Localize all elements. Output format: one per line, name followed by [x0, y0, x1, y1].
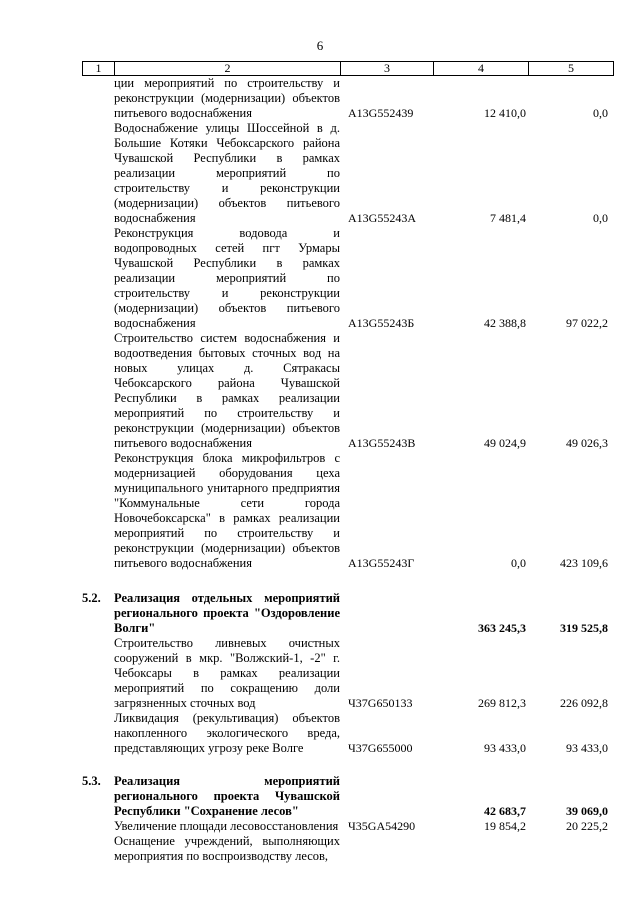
section-title: Реализация отдельных мероприятий регионального проекта "Оздоровление Волги": [114, 591, 340, 635]
row-description: Оснащение учреждений, выполняющих мероприятия по воспроизводству лесов,: [114, 834, 340, 863]
section-total-col5: 39 069,0: [566, 804, 608, 818]
table-row: [82, 76, 613, 121]
row-description: Увеличение площади лесовосстановления: [114, 819, 339, 833]
row-description: Строительство ливневых очистных сооружений в мкр. "Волжский-1, -2" г. Чебоксары в рамках реализации мероприятий по сокращению доли загрязненных сточных вод: [114, 636, 340, 710]
column-header-row: [82, 61, 614, 76]
page-number: 6: [316, 38, 324, 53]
row-code: А13G552439: [348, 106, 414, 120]
table-row: [82, 636, 613, 711]
row-description: Водоснабжение улицы Шоссейной в д. Большие Котяки Чебоксарского района Чувашской Республики в рамках реализации мероприятий по строительству и реконструкции (модернизации) объектов питьевого водоснабжения: [114, 121, 340, 225]
row-code: А13G55243В: [348, 436, 416, 450]
section-total-col4: 42 683,7: [484, 804, 526, 818]
row-value-col4: 269 812,3: [478, 696, 526, 710]
row-value-col5: 49 026,3: [566, 436, 608, 450]
row-code: Ч35GA54290: [348, 819, 416, 833]
section-spacer: [82, 571, 613, 591]
column-header-1: 1: [83, 62, 115, 76]
column-header-2: 2: [115, 62, 341, 76]
row-value-col4: 12 410,0: [484, 106, 526, 120]
column-header-4: 4: [434, 62, 529, 76]
document-body: [82, 76, 613, 864]
section-row: [82, 774, 613, 819]
table-row: [82, 819, 613, 834]
section-spacer: [82, 756, 613, 774]
row-value-col4: 42 388,8: [484, 316, 526, 330]
row-description: Реконструкция блока микрофильтров с модернизацией оборудования цеха муниципального унитарного предприятия "Коммунальные сети города Новочебоксарска" в рамках реализации мероприятий по строительству и реконструкции (модернизации) объектов питьевого водоснабжения: [114, 451, 340, 570]
table-row: [82, 834, 613, 864]
section-total-col4: 363 245,3: [478, 621, 526, 635]
section-title: Реализация мероприятий регионального проекта Чувашской Республики "Сохранение лесов": [114, 774, 340, 818]
row-code: А13G55243Б: [348, 316, 415, 330]
section-number: 5.2.: [82, 591, 101, 605]
row-value-col5: 97 022,2: [566, 316, 608, 330]
table-row: [82, 331, 613, 451]
row-value-col4: 49 024,9: [484, 436, 526, 450]
row-value-col5: 423 109,6: [560, 556, 608, 570]
section-row: [82, 591, 613, 636]
row-description: Ликвидация (рекультивация) объектов накопленного экологического вреда, представляющих угрозу реке Волге: [114, 711, 340, 755]
row-description: ции мероприятий по строительству и реконструкции (модернизации) объектов питьевого водоснабжения: [114, 76, 340, 120]
row-value-col5: 226 092,8: [560, 696, 608, 710]
row-value-col5: 0,0: [593, 106, 608, 120]
row-value-col5: 0,0: [593, 211, 608, 225]
row-description: Реконструкция водовода и водопроводных сетей пгт Урмары Чувашской Республики в рамках реализации мероприятий по строительству и реконструкции (модернизации) объектов питьевого водоснабжения: [114, 226, 340, 330]
table-row: [82, 226, 613, 331]
section-total-col5: 319 525,8: [560, 621, 608, 635]
row-value-col4: 0,0: [511, 556, 526, 570]
row-value-col5: 20 225,2: [566, 819, 608, 833]
column-header-3: 3: [341, 62, 434, 76]
table-row: [82, 711, 613, 756]
row-code: А13G55243А: [348, 211, 416, 225]
row-description: Строительство систем водоснабжения и водоотведения бытовых сточных вод на новых улицах д. Сятракасы Чебоксарского района Чувашской Республики в рамках реализации мероприятий по строительству и реконструкции (модернизации) объектов питьевого водоснабжения: [114, 331, 340, 450]
row-code: Ч37G650133: [348, 696, 413, 710]
table-row: [82, 451, 613, 571]
row-value-col4: 93 433,0: [484, 741, 526, 755]
column-header-5: 5: [529, 62, 614, 76]
row-value-col4: 19 854,2: [484, 819, 526, 833]
row-value-col4: 7 481,4: [490, 211, 526, 225]
section-number: 5.3.: [82, 774, 101, 788]
row-code: А13G55243Г: [348, 556, 415, 570]
row-value-col5: 93 433,0: [566, 741, 608, 755]
row-code: Ч37G655000: [348, 741, 413, 755]
table-row: [82, 121, 613, 226]
